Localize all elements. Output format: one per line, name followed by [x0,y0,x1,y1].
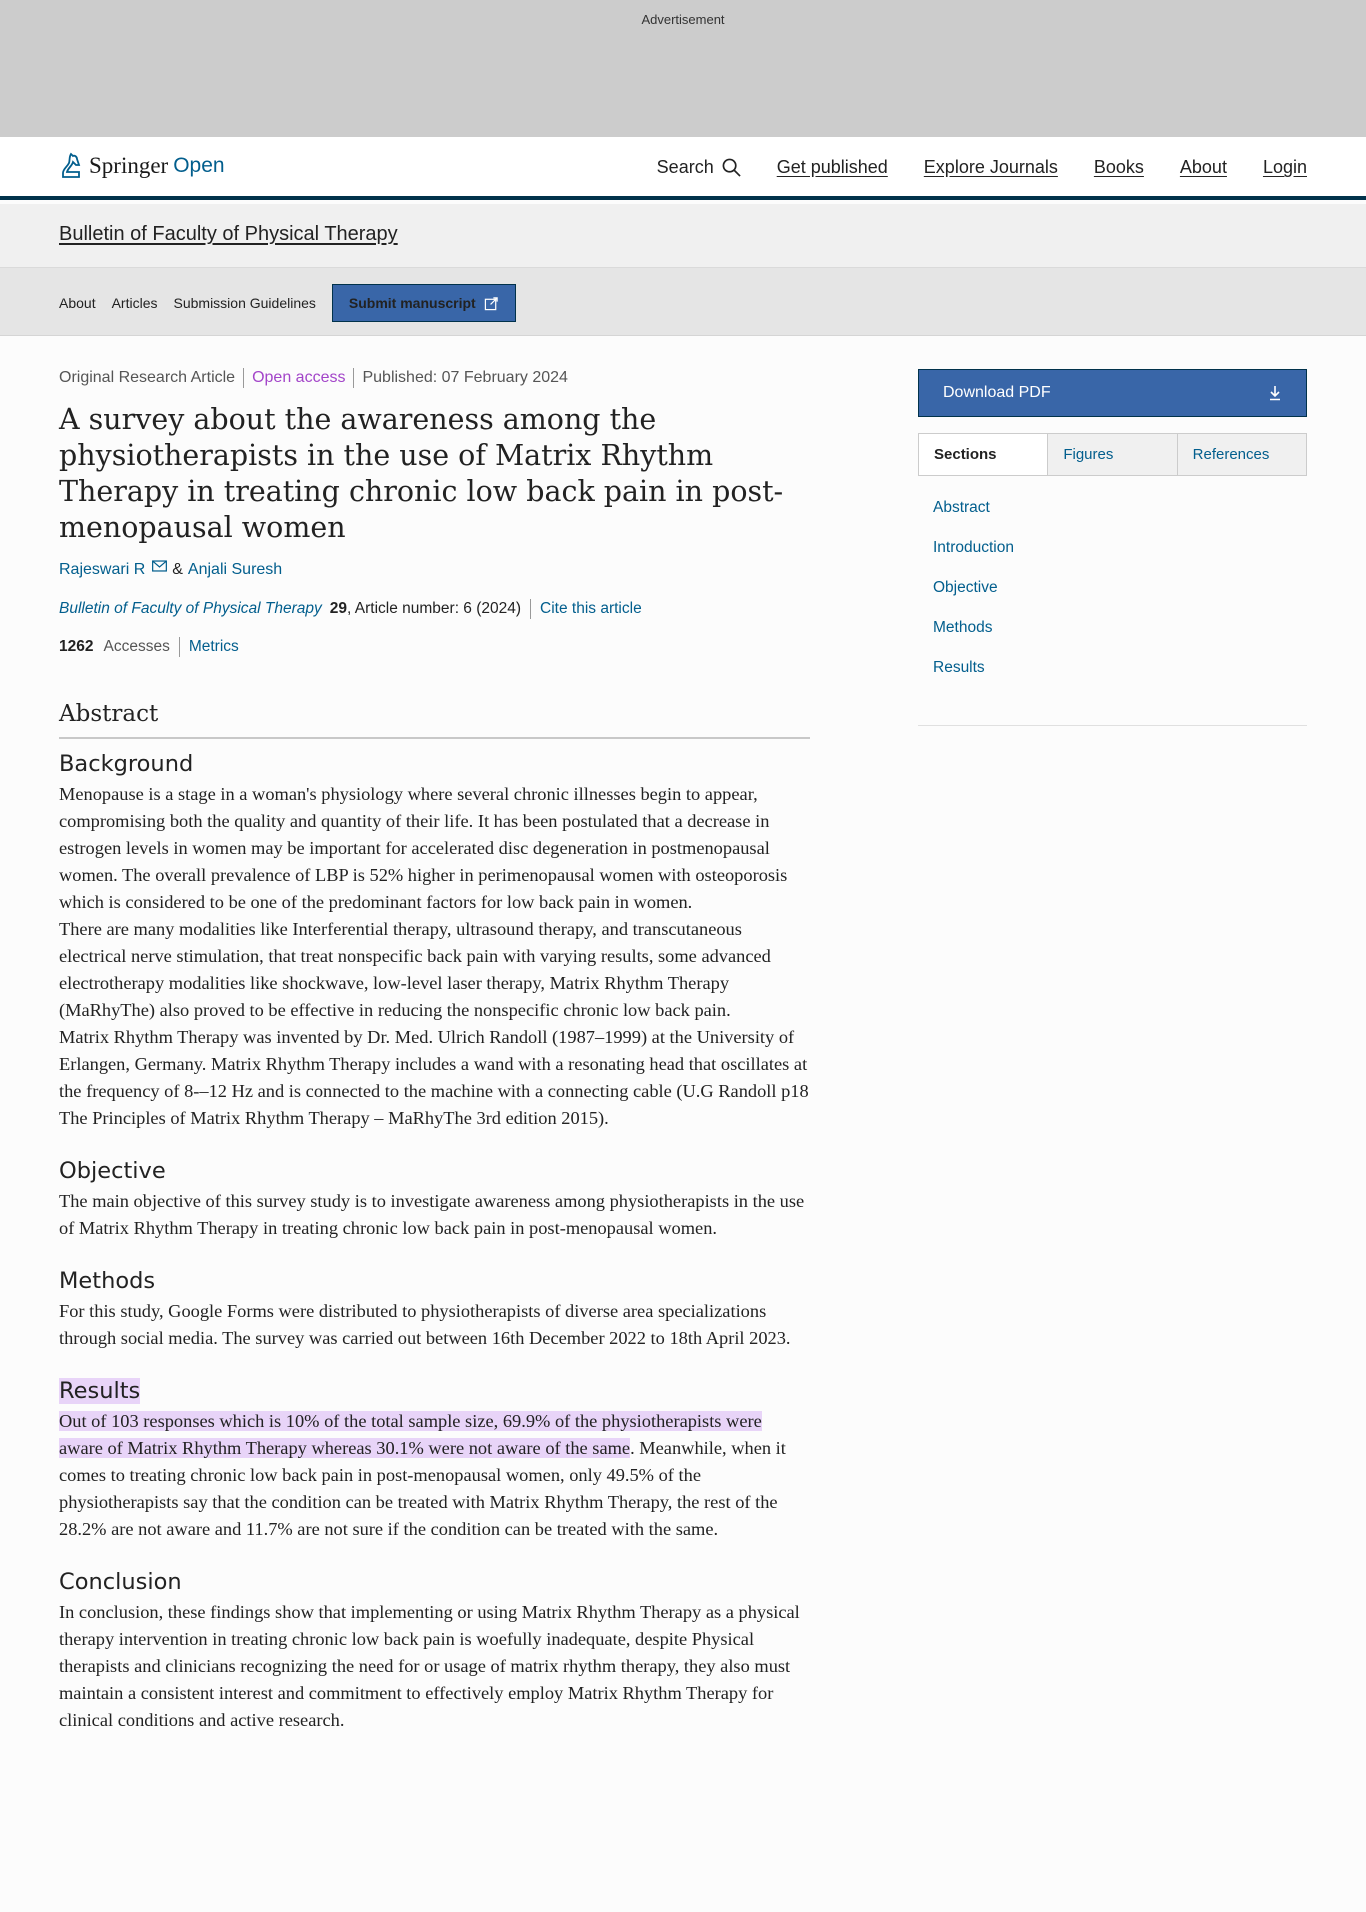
article-sidebar [918,369,1307,726]
journal-title-link[interactable]: Bulletin of Faculty of Physical Therapy [59,223,398,245]
divider [179,637,180,657]
article-type: Original Research Article [59,369,236,386]
background-heading: Background [59,751,194,777]
nav-about[interactable]: About [1179,157,1227,177]
advertisement-banner [0,0,1366,137]
author-list [59,561,810,579]
divider [243,368,244,388]
background-paragraph-2: There are many modalities like Interferential therapy, ultrasound therapy, and transcutaneous electrical nerve stimulation, that treat nonspecific back pain with varying results, some advanced electrotherapy modalities like shockwave, low-level laser therapy, Matrix Rhythm Therapy (MaRhyThe) also proved to be effective in reducing the nonspecific chronic low back pain. [59,919,771,1020]
conclusion-heading: Conclusion [59,1569,182,1595]
article-main [59,368,810,1734]
access-metrics [59,637,810,657]
results-paragraph [59,1408,810,1543]
methods-paragraph: For this study, Google Forms were distributed to physiotherapists of diverse area specializations through social media. The survey was carried out between 16th December 2022 to 18th April 2023. [59,1301,791,1348]
cite-article-link[interactable]: Cite this article [540,600,642,617]
main-nav [657,157,1307,178]
section-link-results[interactable]: Results [933,659,985,676]
email-icon[interactable] [152,560,167,572]
accesses-count: 1262 [59,638,94,655]
journal-subnav [0,268,1366,336]
metrics-link[interactable]: Metrics [188,638,239,655]
results-text: . Meanwhile, when it comes to treating chronic low back pain in post-menopausal women, only 49.5% of the physiotherapists say that the condition can be treated with Matrix Rhythm Therapy, the rest of the 28.2% are not aware and 11.7% are not sure if the condition can be treated with the same. [59,1438,786,1539]
journal-name-link[interactable]: Bulletin of Faculty of Physical Therapy [59,600,322,617]
results-heading [59,1378,810,1404]
springer-horse-icon [59,151,83,181]
submit-manuscript-button[interactable] [332,284,516,322]
sections-list [918,476,1307,726]
background-paragraph-3: Matrix Rhythm Therapy was invented by Dr. Med. Ulrich Randoll (1987–1999) at the University of Erlangen, Germany. Matrix Rhythm Therapy includes a wand with a resonating head that oscillates at the frequency of 8-–12 Hz and is connected to the machine with a connecting cable (U.G Randoll p18 The Principles of Matrix Rhythm Therapy – MaRhyThe 3rd edition 2015). [59,1027,809,1128]
tab-sections[interactable]: Sections [919,434,1047,475]
springer-open-logo[interactable] [59,151,225,181]
advertisement-label: Advertisement [641,12,725,27]
background-paragraph-1: Menopause is a stage in a woman's physiology where several chronic illnesses begin to appear, compromising both the quality and quantity of their life. It has been postulated that a decrease in estrogen levels in women may be important for accelerated disc degeneration in postmenopausal women. The overall prevalence of LBP is 52% higher in perimenopausal women with osteoporosis which is considered to be one of the predominant factors for low back pain in women. [59,784,788,912]
results-heading-text: Results [59,1378,141,1404]
tab-references[interactable]: References [1177,434,1306,475]
search-icon [722,158,741,177]
nav-get-published[interactable]: Get published [776,157,888,177]
conclusion-paragraph: In conclusion, these findings show that implementing or using Matrix Rhythm Therapy as a physical therapy intervention in treating chronic low back pain is woefully inadequate, despite Physical therapists and clinicians recognizing the need for or usage of matrix rhythm therapy, they also must maintain a consistent interest and commitment to effectively employ Matrix Rhythm Therapy for clinical conditions and active research. [59,1602,800,1730]
divider [353,368,354,388]
author-link[interactable]: Rajeswari R [59,561,146,578]
section-link-abstract[interactable]: Abstract [933,499,990,516]
section-link-methods[interactable]: Methods [933,619,993,636]
nav-login[interactable]: Login [1262,157,1307,177]
results-highlighted-text: Out of 103 responses which is 10% of the total sample size, 69.9% of the physiotherapists were aware of Matrix Rhythm Therapy whereas 30.1% were not aware of the same [59,1411,762,1458]
objective-heading: Objective [59,1158,166,1184]
submit-label: Submit manuscript [348,295,476,311]
article-title: A survey about the awareness among the physiotherapists in the use of Matrix Rhythm Therapy in treating chronic low back pain in post-menopausal women [59,403,784,544]
section-link-introduction[interactable]: Introduction [933,539,1014,556]
article-number: , Article number: 6 (2024) [347,600,522,617]
logo-springer-text: Springer [89,153,169,178]
abstract-heading: Abstract [59,701,810,739]
site-header [0,137,1366,200]
article-meta [59,368,810,388]
nav-books[interactable]: Books [1093,157,1144,177]
author-separator: & [172,561,183,578]
section-link-objective[interactable]: Objective [933,579,998,596]
subnav-about[interactable]: About [59,295,96,311]
download-pdf-label: Download PDF [943,384,1051,401]
logo-open-text: Open [173,154,225,177]
published-date: Published: 07 February 2024 [362,369,568,386]
author-link[interactable]: Anjali Suresh [187,561,283,578]
subnav-guidelines[interactable]: Submission Guidelines [173,295,316,311]
accesses-label: Accesses [103,638,170,655]
objective-paragraph: The main objective of this survey study is to investigate awareness among physiotherapists in the use of Matrix Rhythm Therapy in treating chronic low back pain in post-menopausal women. [59,1191,805,1238]
methods-heading: Methods [59,1268,156,1294]
search-label: Search [656,157,714,177]
external-submit-icon [484,296,499,311]
nav-explore-journals[interactable]: Explore Journals [923,157,1058,177]
volume: 29 [329,600,348,617]
download-pdf-button[interactable] [918,369,1307,417]
divider [530,599,531,619]
tab-figures[interactable]: Figures [1047,434,1176,475]
citation-line [59,599,810,619]
subnav-articles[interactable]: Articles [111,295,158,311]
journal-band [0,204,1366,268]
download-icon [1268,385,1282,401]
sidebar-tabs [918,433,1307,476]
search-button[interactable] [657,157,741,178]
open-access-link[interactable]: Open access [252,369,346,386]
